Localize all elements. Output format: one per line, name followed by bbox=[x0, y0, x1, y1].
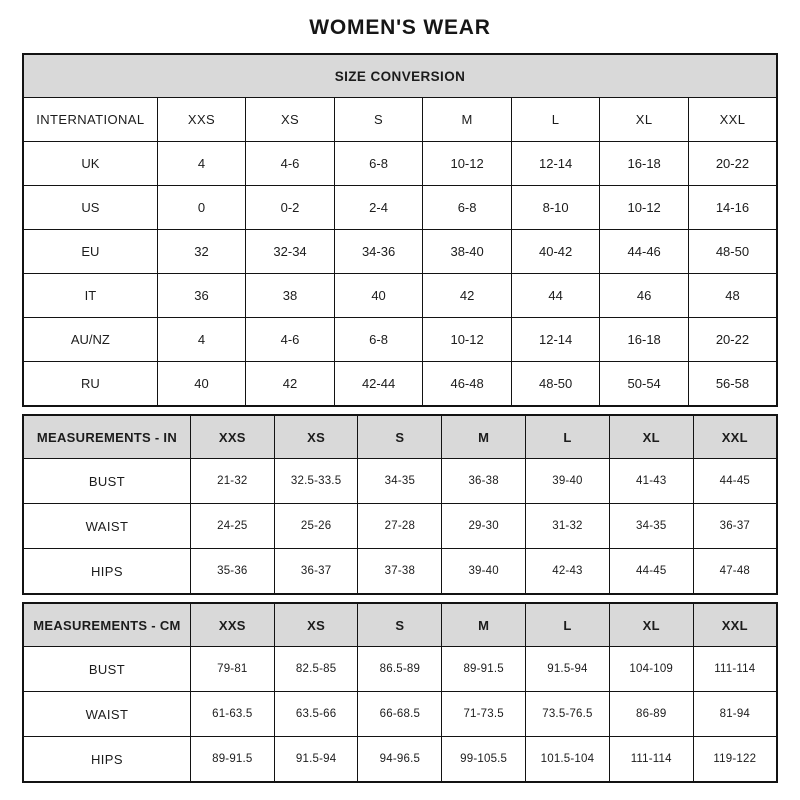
table-cell: 48-50 bbox=[688, 230, 777, 274]
table-cell: 8-10 bbox=[511, 186, 600, 230]
table-cell: 39-40 bbox=[526, 459, 610, 504]
table-cell: 6-8 bbox=[423, 186, 512, 230]
table-cell: 38 bbox=[246, 274, 335, 318]
row-label: RU bbox=[23, 362, 157, 407]
table-cell: 16-18 bbox=[600, 142, 689, 186]
table-cell: 46 bbox=[600, 274, 689, 318]
column-header: L bbox=[511, 98, 600, 142]
size-conversion-table bbox=[22, 53, 778, 407]
table-cell: 94-96.5 bbox=[358, 737, 442, 783]
table-cell: 14-16 bbox=[688, 186, 777, 230]
table-cell: 56-58 bbox=[688, 362, 777, 407]
table-cell: 21-32 bbox=[190, 459, 274, 504]
table-cell: 37-38 bbox=[358, 549, 442, 595]
column-header: XXS bbox=[157, 98, 246, 142]
table-cell: 81-94 bbox=[693, 692, 777, 737]
table-row bbox=[23, 603, 777, 647]
table-cell: 24-25 bbox=[190, 504, 274, 549]
table-cell: 36-38 bbox=[442, 459, 526, 504]
row-label: EU bbox=[23, 230, 157, 274]
row-label: IT bbox=[23, 274, 157, 318]
measurements-in-table bbox=[22, 414, 778, 595]
table-cell: 73.5-76.5 bbox=[526, 692, 610, 737]
table-cell: 111-114 bbox=[609, 737, 693, 783]
table-cell: 36-37 bbox=[693, 504, 777, 549]
column-header: XXL bbox=[693, 415, 777, 459]
table-row bbox=[23, 549, 777, 595]
table-cell: 34-36 bbox=[334, 230, 423, 274]
size-conversion-header: SIZE CONVERSION bbox=[23, 54, 777, 98]
table-cell: 4-6 bbox=[246, 318, 335, 362]
table-cell: 66-68.5 bbox=[358, 692, 442, 737]
table-cell: 89-91.5 bbox=[442, 647, 526, 692]
table-cell: 2-4 bbox=[334, 186, 423, 230]
table-cell: 6-8 bbox=[334, 318, 423, 362]
column-header: XL bbox=[609, 603, 693, 647]
page-title: WOMEN'S WEAR bbox=[309, 16, 491, 39]
table-cell: 10-12 bbox=[423, 142, 512, 186]
measurements-cm-header: MEASUREMENTS - CM bbox=[23, 603, 190, 647]
table-cell: 48-50 bbox=[511, 362, 600, 407]
table-row bbox=[23, 98, 777, 142]
table-cell: 32-34 bbox=[246, 230, 335, 274]
measurements-in-header: MEASUREMENTS - IN bbox=[23, 415, 190, 459]
column-header: S bbox=[358, 603, 442, 647]
table-cell: 36 bbox=[157, 274, 246, 318]
table-cell: 61-63.5 bbox=[190, 692, 274, 737]
column-header: L bbox=[526, 415, 610, 459]
table-cell: 46-48 bbox=[423, 362, 512, 407]
table-cell: 91.5-94 bbox=[526, 647, 610, 692]
column-header: INTERNATIONAL bbox=[23, 98, 157, 142]
column-header: S bbox=[358, 415, 442, 459]
table-cell: 42 bbox=[246, 362, 335, 407]
table-cell: 101.5-104 bbox=[526, 737, 610, 783]
row-label: HIPS bbox=[23, 737, 190, 783]
table-cell: 35-36 bbox=[190, 549, 274, 595]
column-header: M bbox=[442, 603, 526, 647]
table-cell: 44 bbox=[511, 274, 600, 318]
table-cell: 44-45 bbox=[693, 459, 777, 504]
table-cell: 48 bbox=[688, 274, 777, 318]
table-cell: 12-14 bbox=[511, 142, 600, 186]
table-cell: 31-32 bbox=[526, 504, 610, 549]
table-cell: 104-109 bbox=[609, 647, 693, 692]
table-cell: 4 bbox=[157, 142, 246, 186]
table-row bbox=[23, 737, 777, 783]
column-header: XXS bbox=[190, 603, 274, 647]
table-cell: 27-28 bbox=[358, 504, 442, 549]
table-row bbox=[23, 318, 777, 362]
table-cell: 38-40 bbox=[423, 230, 512, 274]
column-header: XS bbox=[246, 98, 335, 142]
row-label: BUST bbox=[23, 459, 190, 504]
table-row bbox=[23, 459, 777, 504]
table-cell: 86-89 bbox=[609, 692, 693, 737]
column-header: M bbox=[442, 415, 526, 459]
table-cell: 79-81 bbox=[190, 647, 274, 692]
table-cell: 10-12 bbox=[423, 318, 512, 362]
table-cell: 0-2 bbox=[246, 186, 335, 230]
row-label: WAIST bbox=[23, 692, 190, 737]
column-header: S bbox=[334, 98, 423, 142]
table-cell: 41-43 bbox=[609, 459, 693, 504]
table-cell: 4-6 bbox=[246, 142, 335, 186]
table-row bbox=[23, 647, 777, 692]
table-cell: 20-22 bbox=[688, 142, 777, 186]
table-row bbox=[23, 230, 777, 274]
table-cell: 34-35 bbox=[358, 459, 442, 504]
table-cell: 42-43 bbox=[526, 549, 610, 595]
table-row bbox=[23, 415, 777, 459]
table-cell: 4 bbox=[157, 318, 246, 362]
table-cell: 34-35 bbox=[609, 504, 693, 549]
table-cell: 42-44 bbox=[334, 362, 423, 407]
column-header: XXL bbox=[693, 603, 777, 647]
column-header: XL bbox=[609, 415, 693, 459]
table-cell: 82.5-85 bbox=[274, 647, 358, 692]
table-cell: 111-114 bbox=[693, 647, 777, 692]
table-cell: 89-91.5 bbox=[190, 737, 274, 783]
table-cell: 71-73.5 bbox=[442, 692, 526, 737]
table-cell: 12-14 bbox=[511, 318, 600, 362]
table-cell: 6-8 bbox=[334, 142, 423, 186]
table-row bbox=[23, 274, 777, 318]
table-cell: 32 bbox=[157, 230, 246, 274]
table-cell: 36-37 bbox=[274, 549, 358, 595]
table-cell: 20-22 bbox=[688, 318, 777, 362]
table-cell: 40 bbox=[334, 274, 423, 318]
table-cell: 86.5-89 bbox=[358, 647, 442, 692]
table-cell: 91.5-94 bbox=[274, 737, 358, 783]
row-label: WAIST bbox=[23, 504, 190, 549]
row-label: US bbox=[23, 186, 157, 230]
row-label: BUST bbox=[23, 647, 190, 692]
table-cell: 119-122 bbox=[693, 737, 777, 783]
table-cell: 40-42 bbox=[511, 230, 600, 274]
column-header: XS bbox=[274, 603, 358, 647]
measurements-cm-table bbox=[22, 602, 778, 783]
column-header: L bbox=[526, 603, 610, 647]
table-cell: 32.5-33.5 bbox=[274, 459, 358, 504]
table-cell: 29-30 bbox=[442, 504, 526, 549]
column-header: XL bbox=[600, 98, 689, 142]
table-row bbox=[23, 186, 777, 230]
table-cell: 25-26 bbox=[274, 504, 358, 549]
table-row bbox=[23, 142, 777, 186]
table-cell: 0 bbox=[157, 186, 246, 230]
table-cell: 10-12 bbox=[600, 186, 689, 230]
table-row bbox=[23, 362, 777, 407]
column-header: M bbox=[423, 98, 512, 142]
table-cell: 39-40 bbox=[442, 549, 526, 595]
table-row bbox=[23, 692, 777, 737]
table-cell: 99-105.5 bbox=[442, 737, 526, 783]
table-cell: 50-54 bbox=[600, 362, 689, 407]
table-cell: 16-18 bbox=[600, 318, 689, 362]
row-label: UK bbox=[23, 142, 157, 186]
table-cell: 40 bbox=[157, 362, 246, 407]
row-label: AU/NZ bbox=[23, 318, 157, 362]
table-row bbox=[23, 504, 777, 549]
column-header: XXS bbox=[190, 415, 274, 459]
table-cell: 44-46 bbox=[600, 230, 689, 274]
column-header: XXL bbox=[688, 98, 777, 142]
table-cell: 44-45 bbox=[609, 549, 693, 595]
table-cell: 42 bbox=[423, 274, 512, 318]
table-row bbox=[23, 54, 777, 98]
table-cell: 47-48 bbox=[693, 549, 777, 595]
table-cell: 63.5-66 bbox=[274, 692, 358, 737]
row-label: HIPS bbox=[23, 549, 190, 595]
column-header: XS bbox=[274, 415, 358, 459]
